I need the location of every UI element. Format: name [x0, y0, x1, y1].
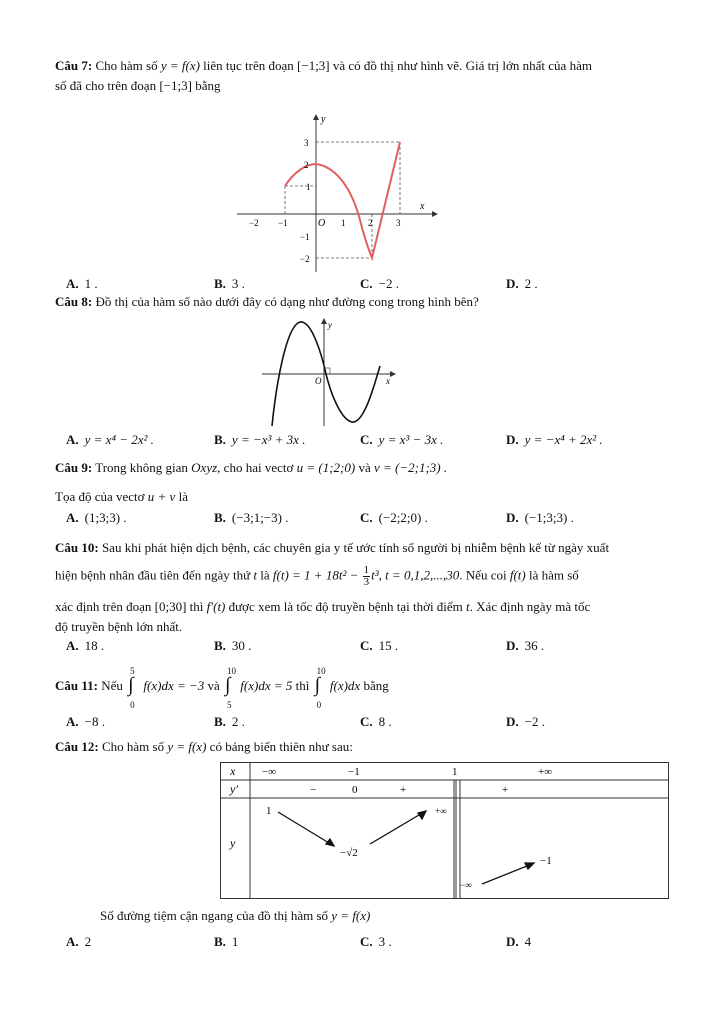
- svg-text:1: 1: [452, 766, 458, 778]
- svg-text:3: 3: [304, 138, 309, 148]
- svg-text:+: +: [502, 784, 509, 796]
- option-b[interactable]: B. 2 .: [214, 714, 245, 729]
- question-10-line3: xác định trên đoạn [0;30] thì f′(t) được xem là tốc độ truyền bệnh tại thời điểm t. Xác định ngày mà tốc: [55, 599, 591, 614]
- question-9: Câu 9: Trong không gian Oxyz, cho hai vectơ u = (1;2;0) và v = (−2;1;3) .: [55, 460, 448, 475]
- option-d[interactable]: D. −2 .: [506, 714, 545, 729]
- svg-text:−2: −2: [249, 218, 259, 228]
- row-label-y: y: [230, 836, 236, 850]
- svg-text:2: 2: [368, 218, 373, 228]
- variation-table: [220, 762, 670, 900]
- question-10-line4: độ truyền bệnh lớn nhất.: [55, 619, 183, 634]
- svg-text:3: 3: [396, 218, 401, 228]
- option-a[interactable]: A. y = x⁴ − 2x² .: [66, 432, 154, 447]
- option-a[interactable]: A. −8 .: [66, 714, 105, 729]
- question-8: Câu 8: Đồ thị của hàm số nào dưới đây có dạng như đường cong trong hình bên?: [55, 294, 479, 309]
- option-d[interactable]: D. 4: [506, 934, 532, 949]
- question-7-label: Câu 7:: [55, 58, 93, 73]
- option-c[interactable]: C. −2 .: [360, 276, 399, 291]
- option-d[interactable]: D. (−1;3;3) .: [506, 510, 574, 525]
- question-8-options: [66, 432, 686, 452]
- question-9-line2: Tọa độ của vectơ u + v là: [55, 489, 188, 504]
- question-12-label: Câu 12:: [55, 739, 99, 754]
- option-c[interactable]: C. y = x³ − 3x .: [360, 432, 444, 447]
- question-8-graph: [260, 316, 398, 428]
- option-b[interactable]: B. (−3;1;−3) .: [214, 510, 289, 525]
- option-a[interactable]: A. (1;3;3) .: [66, 510, 127, 525]
- svg-text:−1: −1: [540, 855, 552, 867]
- option-c[interactable]: C. 3 .: [360, 934, 392, 949]
- svg-text:−∞: −∞: [262, 766, 277, 778]
- question-12-options: [66, 934, 686, 954]
- svg-text:−1: −1: [348, 766, 360, 778]
- question-11-label: Câu 11:: [55, 678, 98, 693]
- x-axis-label: x: [386, 376, 390, 386]
- question-8-label: Câu 8:: [55, 294, 93, 309]
- y-axis-label: y: [328, 320, 332, 330]
- svg-text:+∞: +∞: [538, 766, 553, 778]
- question-7: Câu 7: Cho hàm số y = f(x) liên tục trên đoạn [−1;3] và có đồ thị như hình vẽ. Giá trị lớn nhất của hàm số đã cho trên đoạn [−1;3] bằng: [55, 58, 592, 93]
- question-12-ask: Số đường tiệm cận ngang của đồ thị hàm số y = f(x): [100, 908, 371, 923]
- option-b[interactable]: B. 1: [214, 934, 239, 949]
- svg-text:+: +: [400, 784, 407, 796]
- integral-1: 5 ∫ 0: [128, 666, 135, 711]
- y-axis-label: y: [321, 114, 326, 125]
- question-9-options: [66, 510, 686, 530]
- svg-text:1: 1: [341, 218, 346, 228]
- option-c[interactable]: C. (−2;2;0) .: [360, 510, 428, 525]
- question-11-options: [66, 714, 686, 734]
- origin-label: O: [315, 376, 322, 386]
- origin-label: O: [318, 218, 326, 229]
- option-c[interactable]: C. 15 .: [360, 638, 399, 653]
- question-10: Câu 10: Sau khi phát hiện dịch bệnh, các chuyên gia y tế ước tính số người bị nhiễm bệnh kể từ ngày xuất: [55, 540, 610, 555]
- svg-text:0: 0: [352, 784, 358, 796]
- svg-text:−√2: −√2: [340, 847, 358, 859]
- svg-text:2: 2: [304, 160, 309, 170]
- question-10-options: [66, 638, 686, 658]
- question-10-label: Câu 10:: [55, 540, 99, 555]
- question-11: Câu 11: Nếu 5 ∫ 0 f(x)dx = −3 và 10 ∫ 5 f(x)dx = 5 thì 10 ∫ 0 f(x)dx bằng: [55, 666, 389, 711]
- question-9-label: Câu 9:: [55, 460, 93, 475]
- svg-text:−2: −2: [300, 254, 310, 264]
- svg-text:−∞: −∞: [460, 880, 472, 890]
- option-b[interactable]: B. 30 .: [214, 638, 252, 653]
- svg-text:−1: −1: [278, 218, 288, 228]
- svg-text:−: −: [310, 784, 317, 796]
- option-b[interactable]: B. 3 .: [214, 276, 245, 291]
- question-10-line2: hiện bệnh nhân đầu tiên đến ngày thứ t là f(t) = 1 + 18t² − $\frac{1}{3}$ t³, t = 0,1,2,...,30. Nếu coi f(t) là hàm số: [55, 564, 579, 588]
- question-12: Câu 12: Cho hàm số y = f(x) có bảng biến thiên như sau:: [55, 739, 353, 754]
- row-label-derivative: y′: [230, 782, 238, 796]
- option-b[interactable]: B. y = −x³ + 3x .: [214, 432, 306, 447]
- fraction-one-third: $\frac{1}{3}$: [363, 564, 370, 588]
- option-d[interactable]: D. 2 .: [506, 276, 538, 291]
- option-d[interactable]: D. 36 .: [506, 638, 545, 653]
- integral-2: 10 ∫ 5: [225, 666, 237, 711]
- option-a[interactable]: A. 2: [66, 934, 92, 949]
- option-d[interactable]: D. y = −x⁴ + 2x² .: [506, 432, 603, 447]
- option-a[interactable]: A. 18 .: [66, 638, 105, 653]
- option-c[interactable]: C. 8 .: [360, 714, 392, 729]
- question-7-graph: [232, 112, 440, 280]
- svg-text:1: 1: [306, 182, 311, 192]
- integral-3: 10 ∫ 0: [314, 666, 326, 711]
- row-label-x: x: [230, 764, 236, 778]
- option-a[interactable]: A. 1 .: [66, 276, 98, 291]
- x-axis-label: x: [420, 201, 425, 212]
- svg-text:1: 1: [266, 805, 272, 817]
- svg-text:+∞: +∞: [435, 806, 447, 816]
- svg-text:−1: −1: [300, 232, 310, 242]
